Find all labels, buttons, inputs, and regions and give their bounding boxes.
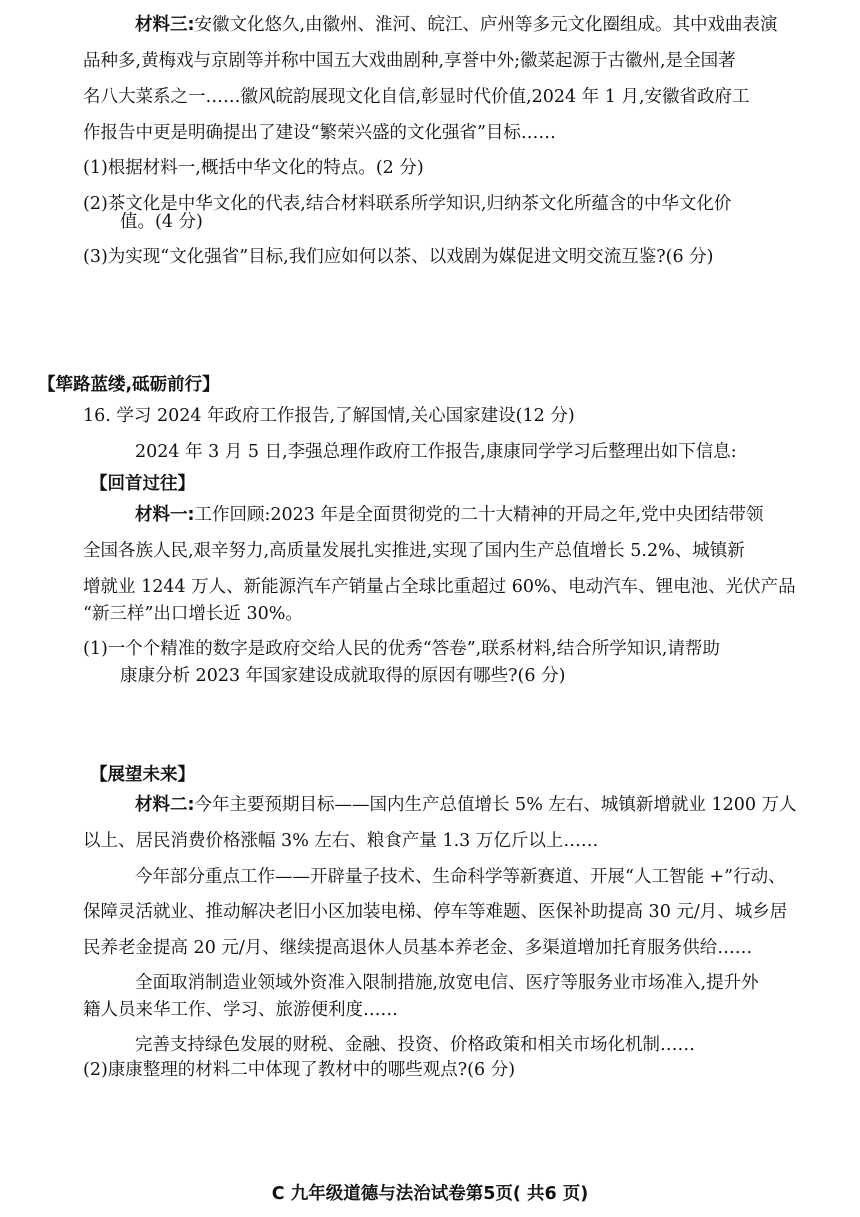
material3-line-2: 品种多,黄梅戏与京剧等并称中国五大戏曲剧种,享誉中外;徽菜起源于古徽州,是全国著 — [83, 51, 736, 71]
material3-line-4: 作报告中更是明确提出了建设“繁荣兴盛的文化强省”目标…… — [83, 123, 556, 143]
q16-sub1-line1: (1)一个个精准的数字是政府交给人民的优秀“答卷”,联系材料,结合所学知识,请帮助 — [83, 639, 720, 659]
material3-line-3: 名八大菜系之一……徽风皖韵展现文化自信,彰显时代价值,2024 年 1 月,安徽省政府工 — [83, 87, 750, 107]
material2-line-2: 以上、居民消费价格涨幅 3% 左右、粮食产量 1.3 万亿斤以上…… — [83, 831, 599, 851]
para2-line-3: 民养老金提高 20 元/月、继续提高退休人员基本养老金、多渠道增加托育服务供给…… — [83, 938, 753, 958]
material3-label: 材料三: — [135, 15, 195, 35]
material1-line-2: 全国各族人民,艰辛努力,高质量发展扎实推进,实现了国内生产总值增长 5.2%、城镇新 — [83, 541, 745, 561]
para3-line-1: 全面取消制造业领域外资准入限制措施,放宽电信、医疗等服务业市场准入,提升外 — [135, 973, 759, 993]
material2-line-1: 材料二:今年主要预期目标——国内生产总值增长 5% 左右、城镇新增就业 1200 万人 — [135, 795, 797, 815]
q15-sub2-line1: (2)茶文化是中华文化的代表,结合材料联系所学知识,归纳茶文化所蕴含的中华文化价 — [83, 194, 732, 214]
para4: 完善支持绿色发展的财税、金融、投资、价格政策和相关市场化机制…… — [135, 1035, 695, 1055]
material2-label: 材料二: — [135, 795, 195, 815]
future-heading: 【展望未来】 — [90, 765, 195, 785]
material1-label: 材料一: — [135, 505, 195, 525]
q15-sub1: (1)根据材料一,概括中华文化的特点。(2 分) — [83, 158, 424, 178]
material1-line-1: 材料一:工作回顾:2023 年是全面贯彻党的二十大精神的开局之年,党中央团结带领 — [135, 505, 764, 525]
section-title: 【筚路蓝缕,砥砺前行】 — [38, 375, 220, 395]
review-heading: 【回首过往】 — [90, 474, 195, 494]
q16-title: 16. 学习 2024 年政府工作报告,了解国情,关心国家建设(12 分) — [83, 406, 575, 426]
q15-sub3: (3)为实现“文化强省”目标,我们应如何以茶、以戏剧为媒促进文明交流互鉴?(6 分) — [83, 247, 714, 267]
page-footer: C 九年级道德与法治试卷第5页( 共6 页) — [271, 1184, 589, 1204]
para3-line-2: 籍人员来华工作、学习、旅游便利度…… — [83, 1000, 398, 1020]
q16-intro: 2024 年 3 月 5 日,李强总理作政府工作报告,康康同学学习后整理出如下信息: — [135, 442, 737, 462]
para2-line-2: 保障灵活就业、推动解决老旧小区加装电梯、停车等难题、医保补助提高 30 元/月、城乡居 — [83, 902, 788, 922]
material3-line-1: 材料三:安徽文化悠久,由徽州、淮河、皖江、庐州等多元文化圈组成。其中戏曲表演 — [135, 15, 778, 35]
material1-line-3: 增就业 1244 万人、新能源汽车产销量占全球比重超过 60%、电动汽车、锂电池、光伏产品 — [83, 577, 796, 597]
q16-sub2: (2)康康整理的材料二中体现了教材中的哪些观点?(6 分) — [83, 1060, 516, 1080]
q15-sub2-line2: 值。(4 分) — [120, 212, 203, 232]
q16-sub1-line2: 康康分析 2023 年国家建设成就取得的原因有哪些?(6 分) — [120, 666, 566, 686]
material1-line-4: “新三样”出口增长近 30%。 — [83, 604, 303, 624]
para2-line-1: 今年部分重点工作——开辟量子技术、生命科学等新赛道、开展“人工智能 +”行动、 — [135, 867, 786, 887]
